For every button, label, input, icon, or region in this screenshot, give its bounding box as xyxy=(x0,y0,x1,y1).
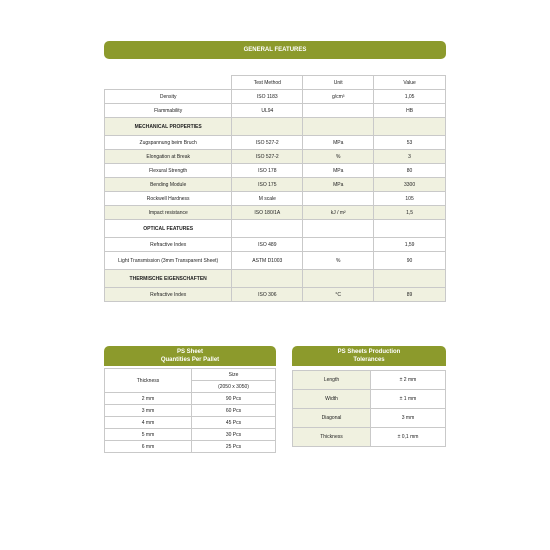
section-row xyxy=(105,118,446,136)
property-label: Flexural Strength xyxy=(105,164,232,178)
unit-cell: % xyxy=(303,252,374,270)
header-empty-cell xyxy=(105,76,232,90)
value-cell: 80 xyxy=(374,164,446,178)
value-cell: 90 xyxy=(374,252,446,270)
section-row xyxy=(105,270,446,288)
thickness-cell: 4 mm xyxy=(105,417,192,429)
pieces-cell: 25 Pcs xyxy=(192,441,276,453)
table-row xyxy=(105,405,276,417)
table-row xyxy=(293,390,446,409)
table-row xyxy=(105,429,276,441)
thickness-cell: 6 mm xyxy=(105,441,192,453)
value-cell: 1,05 xyxy=(374,90,446,104)
tolerance-label: Diagonal xyxy=(293,409,371,428)
unit-cell xyxy=(303,118,374,136)
thickness-header: Thickness xyxy=(105,369,192,393)
table-row xyxy=(105,192,446,206)
tolerance-label: Length xyxy=(293,371,371,390)
unit-cell xyxy=(303,104,374,118)
value-cell: 3300 xyxy=(374,178,446,192)
unit-cell: % xyxy=(303,150,374,164)
test-method-cell: ASTM D1003 xyxy=(232,252,303,270)
header-test-method: Test Method xyxy=(232,76,303,90)
property-label: Refractive Index xyxy=(105,238,232,252)
unit-cell: MPa xyxy=(303,136,374,150)
tolerances-table xyxy=(292,370,446,447)
test-method-cell: ISO 489 xyxy=(232,238,303,252)
quantities-title-line1: PS Sheet xyxy=(176,349,203,355)
value-cell: 1,5 xyxy=(374,206,446,220)
property-label: Elongation at Break xyxy=(105,150,232,164)
thickness-cell: 3 mm xyxy=(105,405,192,417)
table-row xyxy=(105,164,446,178)
test-method-cell: ISO 178 xyxy=(232,164,303,178)
thickness-cell: 2 mm xyxy=(105,393,192,405)
section-label: MECHANICAL PROPERTIES xyxy=(105,118,232,136)
tolerance-value: 3 mm xyxy=(371,409,446,428)
property-label: Bending Module xyxy=(105,178,232,192)
header-value: Value xyxy=(374,76,446,90)
property-label: Zugspannung beim Bruch xyxy=(105,136,232,150)
value-cell xyxy=(374,220,446,238)
test-method-cell: ISO 527-2 xyxy=(232,136,303,150)
tolerance-label: Thickness xyxy=(293,428,371,447)
property-label: Density xyxy=(105,90,232,104)
general-features-table xyxy=(104,75,446,302)
property-label: Rockwell Hardness xyxy=(105,192,232,206)
table-row xyxy=(105,150,446,164)
test-method-cell: ISO 1183 xyxy=(232,90,303,104)
table-row xyxy=(105,206,446,220)
section-label: OPTICAL FEATURES xyxy=(105,220,232,238)
size-header: Size xyxy=(192,369,276,381)
value-cell: HB xyxy=(374,104,446,118)
table-row xyxy=(105,393,276,405)
table-row xyxy=(105,417,276,429)
value-cell: 3 xyxy=(374,150,446,164)
test-method-cell: M scale xyxy=(232,192,303,206)
value-cell: 1,59 xyxy=(374,238,446,252)
property-label: Flammability xyxy=(105,104,232,118)
quantities-header-row xyxy=(105,369,276,381)
tolerance-value: ± 1 mm xyxy=(371,390,446,409)
size-subheader: (2050 x 3050) xyxy=(192,381,276,393)
unit-cell: MPa xyxy=(303,164,374,178)
table-row xyxy=(105,441,276,453)
table-row xyxy=(105,252,446,270)
value-cell: 53 xyxy=(374,136,446,150)
test-method-cell xyxy=(232,220,303,238)
tolerance-value: ± 0,1 mm xyxy=(371,428,446,447)
table-row xyxy=(105,288,446,302)
pieces-cell: 90 Pcs xyxy=(192,393,276,405)
table-header-row xyxy=(105,76,446,90)
value-cell xyxy=(374,270,446,288)
quantities-title xyxy=(104,346,276,366)
tolerances-title-line2: Tolerances xyxy=(353,357,385,363)
value-cell: 89 xyxy=(374,288,446,302)
quantities-table xyxy=(104,368,276,453)
unit-cell: kJ / m² xyxy=(303,206,374,220)
unit-cell xyxy=(303,192,374,206)
tolerance-value: ± 2 mm xyxy=(371,371,446,390)
header-unit: Unit xyxy=(303,76,374,90)
value-cell xyxy=(374,118,446,136)
table-row xyxy=(105,104,446,118)
test-method-cell: ISO 306 xyxy=(232,288,303,302)
property-label: Refractive Index xyxy=(105,288,232,302)
test-method-cell: ISO 527-2 xyxy=(232,150,303,164)
value-cell: 105 xyxy=(374,192,446,206)
table-row xyxy=(293,371,446,390)
unit-cell xyxy=(303,220,374,238)
tolerances-title-line1: PS Sheets Production xyxy=(337,349,401,355)
tolerances-title xyxy=(292,346,446,366)
test-method-cell: UL94 xyxy=(232,104,303,118)
table-row xyxy=(105,90,446,104)
test-method-cell xyxy=(232,118,303,136)
section-row xyxy=(105,220,446,238)
property-label: Light Transmission (3mm Transparent Sheet) xyxy=(105,252,232,270)
test-method-cell xyxy=(232,270,303,288)
table-row xyxy=(105,178,446,192)
unit-cell: °C xyxy=(303,288,374,302)
table-row xyxy=(293,409,446,428)
unit-cell: g/cm³ xyxy=(303,90,374,104)
table-row xyxy=(105,238,446,252)
property-label: Impact resistance xyxy=(105,206,232,220)
section-label: THERMISCHE EIGENSCHAFTEN xyxy=(105,270,232,288)
pieces-cell: 30 Pcs xyxy=(192,429,276,441)
pieces-cell: 60 Pcs xyxy=(192,405,276,417)
quantities-title-line2: Quantities Per Pallet xyxy=(160,357,220,363)
unit-cell xyxy=(303,270,374,288)
unit-cell xyxy=(303,238,374,252)
table-row xyxy=(293,428,446,447)
tolerance-label: Width xyxy=(293,390,371,409)
thickness-cell: 5 mm xyxy=(105,429,192,441)
pieces-cell: 45 Pcs xyxy=(192,417,276,429)
test-method-cell: ISO 175 xyxy=(232,178,303,192)
general-features-title: GENERAL FEATURES xyxy=(104,41,446,59)
test-method-cell: ISO 180/1A xyxy=(232,206,303,220)
table-row xyxy=(105,136,446,150)
unit-cell: MPa xyxy=(303,178,374,192)
